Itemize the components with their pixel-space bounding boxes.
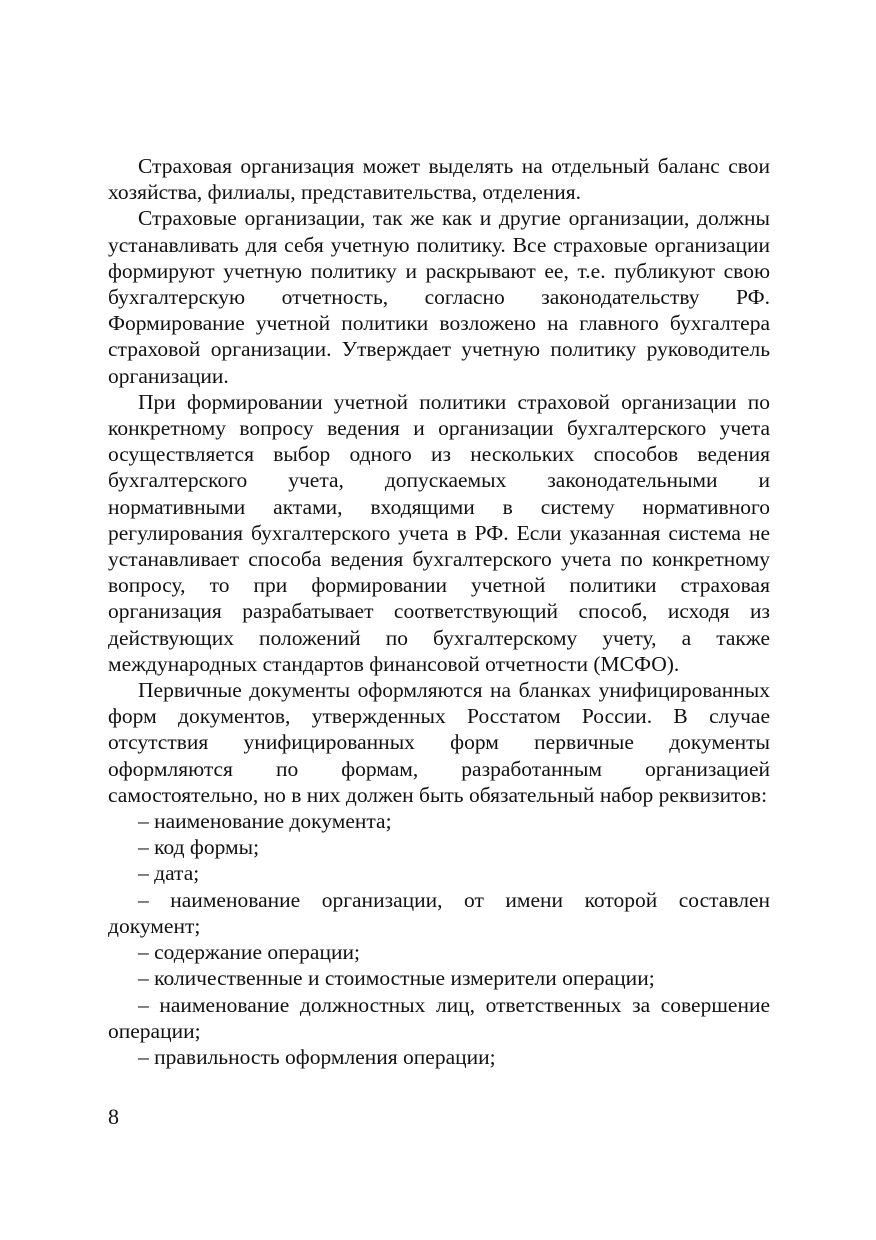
- list-item: – содержание операции;: [138, 940, 360, 965]
- paragraph: Первичные документы оформляются на бланках унифицированных форм документов, утвержденных Росстатом России. В случае отсутствия унифицированных форм первичные документы оформляются по формам, разработанным организацией самостоятельно, но в них должен быть обязательный набор реквизитов:: [108, 678, 770, 807]
- paragraph: Страховая организация может выделять на отдельный баланс свои хозяйства, филиалы, представительства, отделения.: [108, 154, 770, 205]
- paragraph: При формировании учетной политики страховой организации по конкретному вопросу ведения и организации бухгалтерского учета осуществляется выбор одного из нескольких способов ведения бухгалтерского учета, допускаемых законодательными и нормативными актами, входящими в систему нормативного регулирования бухгалтерского учета в РФ. Если указанная система не устанавливает способа ведения бухгалтерского учета по конкретному вопросу, то при формировании учетной политики страховая организация разрабатывает соответствующий способ, исходя из действующих положений по бухгалтерскому учету, а также международных стандартов финансовой отчетности (МСФО).: [108, 389, 770, 676]
- page-body: [108, 153, 770, 1070]
- list-item: – наименование документа;: [138, 809, 392, 834]
- list-item: – количественные и стоимостные измерители операции;: [138, 966, 655, 991]
- paragraph: Страховые организации, так же как и другие организации, должны устанавливать для себя учетную политику. Все страховые организации формируют учетную политику и раскрывают ее, т.е. публикуют свою бухгалтерскую отчетность, согласно законодательству РФ. Формирование учетной политики возложено на главного бухгалтера страховой организации. Утверждает учетную политику руководитель организации.: [108, 206, 770, 388]
- list-item: – наименование должностных лиц, ответственных за совершение операции;: [108, 992, 770, 1043]
- list-item: – дата;: [138, 861, 200, 886]
- page-number: 8: [108, 1104, 119, 1129]
- list-item: – наименование организации, от имени которой составлен документ;: [108, 887, 770, 938]
- list-item: – правильность оформления операции;: [138, 1044, 496, 1069]
- list-item: – код формы;: [138, 835, 260, 860]
